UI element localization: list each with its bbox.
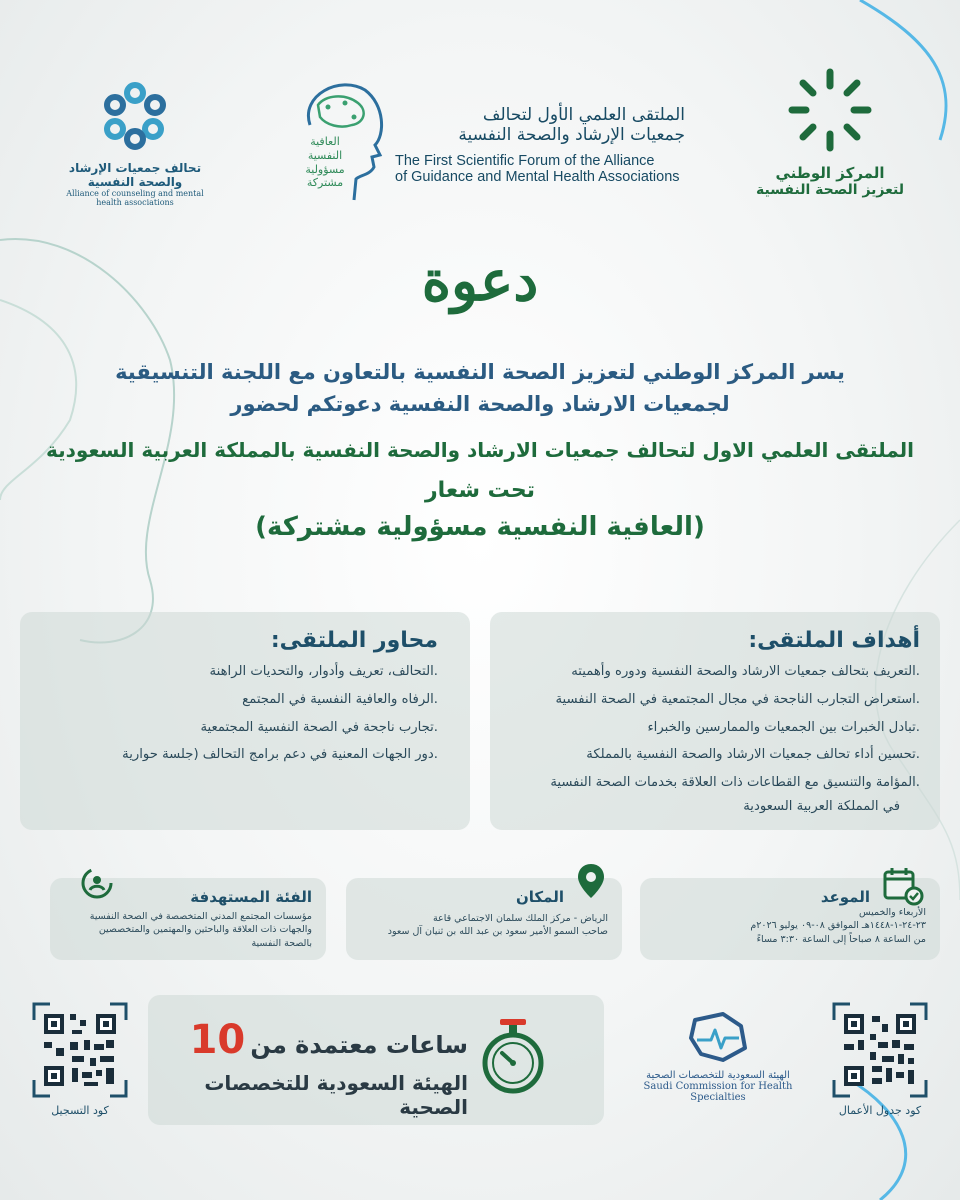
audience-line-2: والجهات ذات العلاقة والباحثين والمهتمين والمتخصصين bbox=[98, 924, 312, 936]
scfhs-logo bbox=[618, 1010, 818, 1103]
audience-box bbox=[50, 878, 326, 960]
axis-item: .التحالف، تعريف وأدوار، والتحديات الراهنة bbox=[209, 664, 438, 679]
scfhs-emblem-icon bbox=[683, 1010, 753, 1066]
audience-line-3: بالصحة النفسية bbox=[251, 937, 312, 949]
goals-title: أهداف الملتقى: bbox=[748, 628, 920, 653]
forum-logo bbox=[290, 75, 690, 210]
axes-box bbox=[20, 612, 470, 830]
audience-line-1: مؤسسات المجتمع المدني المتخصصة في الصحة النفسية bbox=[89, 911, 312, 922]
credit-hours-box bbox=[148, 995, 604, 1125]
location-pin-icon bbox=[576, 862, 606, 900]
location-line-1: الرياض - مركز الملك سلمان الاجتماعي قاعة bbox=[432, 913, 608, 924]
forum-title-en-2: of Guidance and Mental Health Associations bbox=[395, 169, 680, 185]
forum-slogan-caption: العافية النفسية مسؤولية مشتركة bbox=[305, 135, 345, 190]
alliance-emblem-icon bbox=[95, 75, 175, 155]
location-box bbox=[346, 878, 622, 960]
goals-box bbox=[490, 612, 940, 830]
schedule-title: الموعد bbox=[820, 888, 870, 906]
ncmh-logo-line2: لتعزيز الصحة النفسية bbox=[755, 182, 905, 198]
alliance-logo bbox=[60, 75, 210, 207]
location-title: المكان bbox=[516, 888, 564, 906]
goal-item: في المملكة العربية السعودية bbox=[743, 799, 900, 815]
goal-item: .تحسين أداء تحالف جمعيات الارشاد والصحة النفسية بالمملكة bbox=[586, 747, 920, 763]
location-line-2: صاحب السمو الأمير سعود بن عبد الله بن ثنيان آل سعود bbox=[387, 926, 608, 938]
axes-title: محاور الملتقى: bbox=[270, 628, 438, 653]
schedule-box bbox=[640, 878, 940, 960]
scfhs-logo-en: Saudi Commission for Health Specialties bbox=[643, 1081, 793, 1103]
agenda-qr[interactable] bbox=[830, 1000, 930, 1117]
agenda-qr-label: كود جدول الأعمال bbox=[838, 1104, 922, 1117]
schedule-line-2: ٢٣-٢٤-١-١٤٤٨هـ الموافق ٠٨-٠٩ يوليو ٢٠٢٦م bbox=[750, 920, 926, 932]
goal-item: .تبادل الخبرات بين الجمعيات والممارسين والخبراء bbox=[647, 719, 920, 735]
calendar-check-icon bbox=[882, 864, 924, 906]
qr-code-icon[interactable] bbox=[830, 1000, 930, 1100]
target-audience-icon bbox=[80, 866, 114, 900]
forum-title-ar-2: جمعيات الإرشاد والصحة النفسية bbox=[458, 125, 685, 145]
ncmh-logo bbox=[740, 60, 920, 198]
registration-qr-label: كود التسجيل bbox=[51, 1104, 109, 1117]
invitation-title: دعوة bbox=[421, 248, 539, 314]
schedule-line-3: من الساعة ٨ صباحاً إلى الساعة ٣:٣٠ مساءً bbox=[756, 933, 926, 945]
forum-title-ar-1: الملتقى العلمي الأول لتحالف bbox=[482, 105, 685, 125]
invitation-line-1: يسر المركز الوطني لتعزيز الصحة النفسية بالتعاون مع اللجنة التنسيقية bbox=[115, 360, 845, 384]
invitation-line-2: لجمعيات الارشاد والصحة النفسية دعوتكم لحضور bbox=[230, 392, 730, 416]
ncmh-logo-line1: المركز الوطني bbox=[775, 164, 885, 182]
stopwatch-icon bbox=[478, 1017, 548, 1097]
axis-item: .الرفاه والعافية النفسية في المجتمع bbox=[242, 691, 438, 707]
credit-hours-org: الهيئة السعودية للتخصصات الصحية bbox=[204, 1071, 468, 1119]
goal-item: .استعراض التجارب الناجحة في مجال المجتمعية في الصحة النفسية bbox=[555, 691, 920, 707]
goal-item: .المؤامة والتنسيق مع القطاعات ذات العلاقة بخدمات الصحة النفسية bbox=[550, 775, 920, 791]
schedule-line-1: الأربعاء والخميس bbox=[859, 907, 926, 918]
invitation-line-4: تحت شعار bbox=[424, 478, 536, 503]
registration-qr[interactable] bbox=[30, 1000, 130, 1117]
invitation-slogan: (العافية النفسية مسؤولية مشتركة) bbox=[255, 512, 705, 542]
axis-item: .دور الجهات المعنية في دعم برامج التحالف (جلسة حوارية bbox=[122, 747, 438, 763]
goal-item: .التعريف بتحالف جمعيات الارشاد والصحة النفسية ودوره وأهميته bbox=[571, 664, 920, 679]
qr-code-icon[interactable] bbox=[30, 1000, 130, 1100]
invitation-line-3: الملتقى العلمي الاول لتحالف جمعيات الارشاد والصحة النفسية بالمملكة العربية السعودية bbox=[45, 438, 915, 462]
alliance-logo-en: Alliance of counseling and mental health associations bbox=[66, 189, 204, 207]
credit-hours-text: ساعات معتمدة من bbox=[250, 1031, 468, 1059]
alliance-logo-ar: تحالف جمعيات الإرشاد والصحة النفسية bbox=[68, 161, 202, 189]
forum-title-en-1: The First Scientific Forum of the Alliance bbox=[395, 153, 655, 169]
ncmh-emblem-icon bbox=[780, 60, 880, 160]
axis-item: .تجارب ناجحة في الصحة النفسية المجتمعية bbox=[200, 719, 438, 735]
audience-title: الفئة المستهدفة bbox=[190, 888, 312, 906]
credit-hours-number: 10 bbox=[189, 1017, 246, 1063]
scfhs-logo-ar: الهيئة السعودية للتخصصات الصحية bbox=[646, 1070, 790, 1081]
